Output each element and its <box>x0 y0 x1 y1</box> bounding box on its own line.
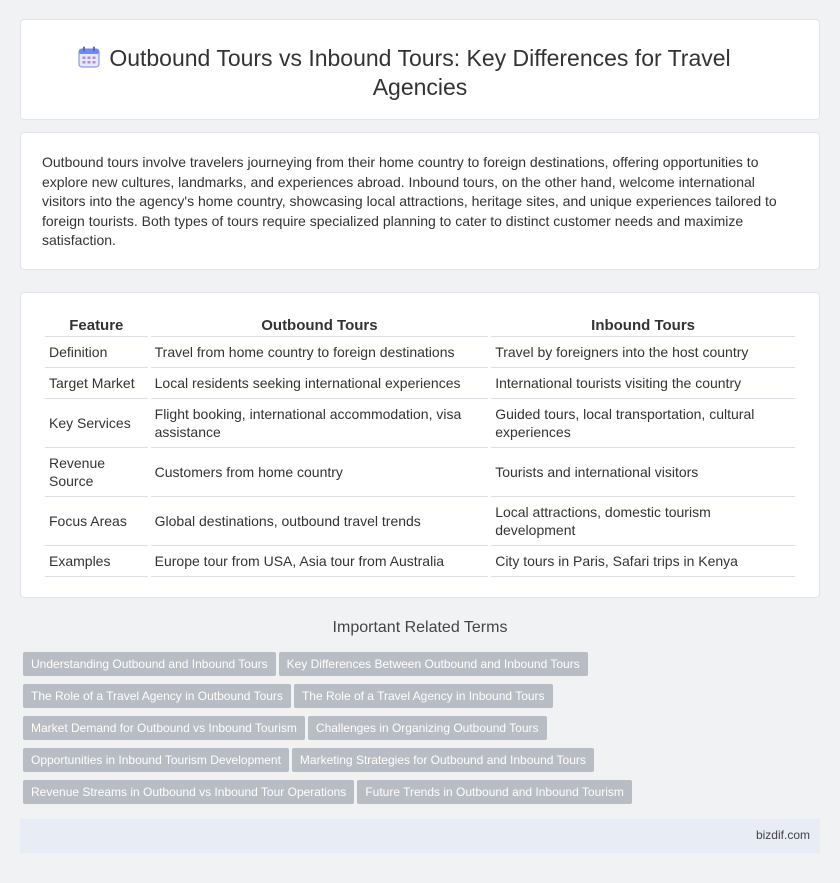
related-term-link[interactable]: Revenue Streams in Outbound vs Inbound Tour Operations <box>23 780 354 804</box>
header-inbound: Inbound Tours <box>491 315 795 337</box>
cell-feature: Revenue Source <box>45 448 148 497</box>
comparison-card <box>20 292 820 598</box>
table-row <box>45 448 795 497</box>
cell-feature: Key Services <box>45 399 148 448</box>
cell-outbound: Europe tour from USA, Asia tour from Australia <box>151 546 489 577</box>
intro-card <box>20 132 820 270</box>
related-term-link[interactable]: Opportunities in Inbound Tourism Development <box>23 748 289 772</box>
table-row <box>45 497 795 546</box>
table-row <box>45 368 795 399</box>
table-row <box>45 337 795 368</box>
comparison-table <box>42 315 798 577</box>
related-term-link[interactable]: Future Trends in Outbound and Inbound Tourism <box>357 780 632 804</box>
footer <box>20 819 820 853</box>
cell-feature: Focus Areas <box>45 497 148 546</box>
cell-inbound: Guided tours, local transportation, cultural experiences <box>491 399 795 448</box>
cell-inbound: Local attractions, domestic tourism development <box>491 497 795 546</box>
table-row <box>45 546 795 577</box>
related-term-link[interactable]: Key Differences Between Outbound and Inbound Tours <box>279 652 588 676</box>
cell-outbound: Global destinations, outbound travel trends <box>151 497 489 546</box>
related-term-link[interactable]: Challenges in Organizing Outbound Tours <box>308 716 547 740</box>
cell-outbound: Travel from home country to foreign destinations <box>151 337 489 368</box>
header-outbound: Outbound Tours <box>151 315 489 337</box>
table-row <box>45 399 795 448</box>
header-card <box>20 19 820 120</box>
related-term-link[interactable]: The Role of a Travel Agency in Inbound Tours <box>294 684 553 708</box>
header-feature: Feature <box>45 315 148 337</box>
cell-outbound: Customers from home country <box>151 448 489 497</box>
intro-paragraph: Outbound tours involve travelers journeying from their home country to foreign destinations, offering opportunities to explore new cultures, landmarks, and experiences abroad. Inbound tours, on the other hand, welcome international visitors into the agency's home country, showcasing local attractions, heritage sites, and unique experiences tailored to foreign tourists. Both types of tours require specialized planning to cater to distinct customer needs and maximize satisfaction. <box>42 154 777 248</box>
related-term-link[interactable]: Marketing Strategies for Outbound and Inbound Tours <box>292 748 594 772</box>
table-header-row <box>45 315 795 337</box>
cell-feature: Definition <box>45 337 148 368</box>
cell-inbound: International tourists visiting the country <box>491 368 795 399</box>
related-term-link[interactable]: Understanding Outbound and Inbound Tours <box>23 652 276 676</box>
cell-inbound: City tours in Paris, Safari trips in Kenya <box>491 546 795 577</box>
cell-inbound: Travel by foreigners into the host country <box>491 337 795 368</box>
cell-feature: Examples <box>45 546 148 577</box>
page-title: Outbound Tours vs Inbound Tours: Key Differences for Travel Agencies <box>109 45 731 100</box>
footer-site-name: bizdif.com <box>755 828 810 842</box>
cell-outbound: Local residents seeking international experiences <box>151 368 489 399</box>
cell-feature: Target Market <box>45 368 148 399</box>
cell-outbound: Flight booking, international accommodation, visa assistance <box>151 399 489 448</box>
related-term-link[interactable]: The Role of a Travel Agency in Outbound Tours <box>23 684 291 708</box>
cell-inbound: Tourists and international visitors <box>491 448 795 497</box>
related-terms-list <box>23 652 823 812</box>
related-term-link[interactable]: Market Demand for Outbound vs Inbound Tourism <box>23 716 305 740</box>
related-terms-heading: Important Related Terms <box>332 619 508 636</box>
